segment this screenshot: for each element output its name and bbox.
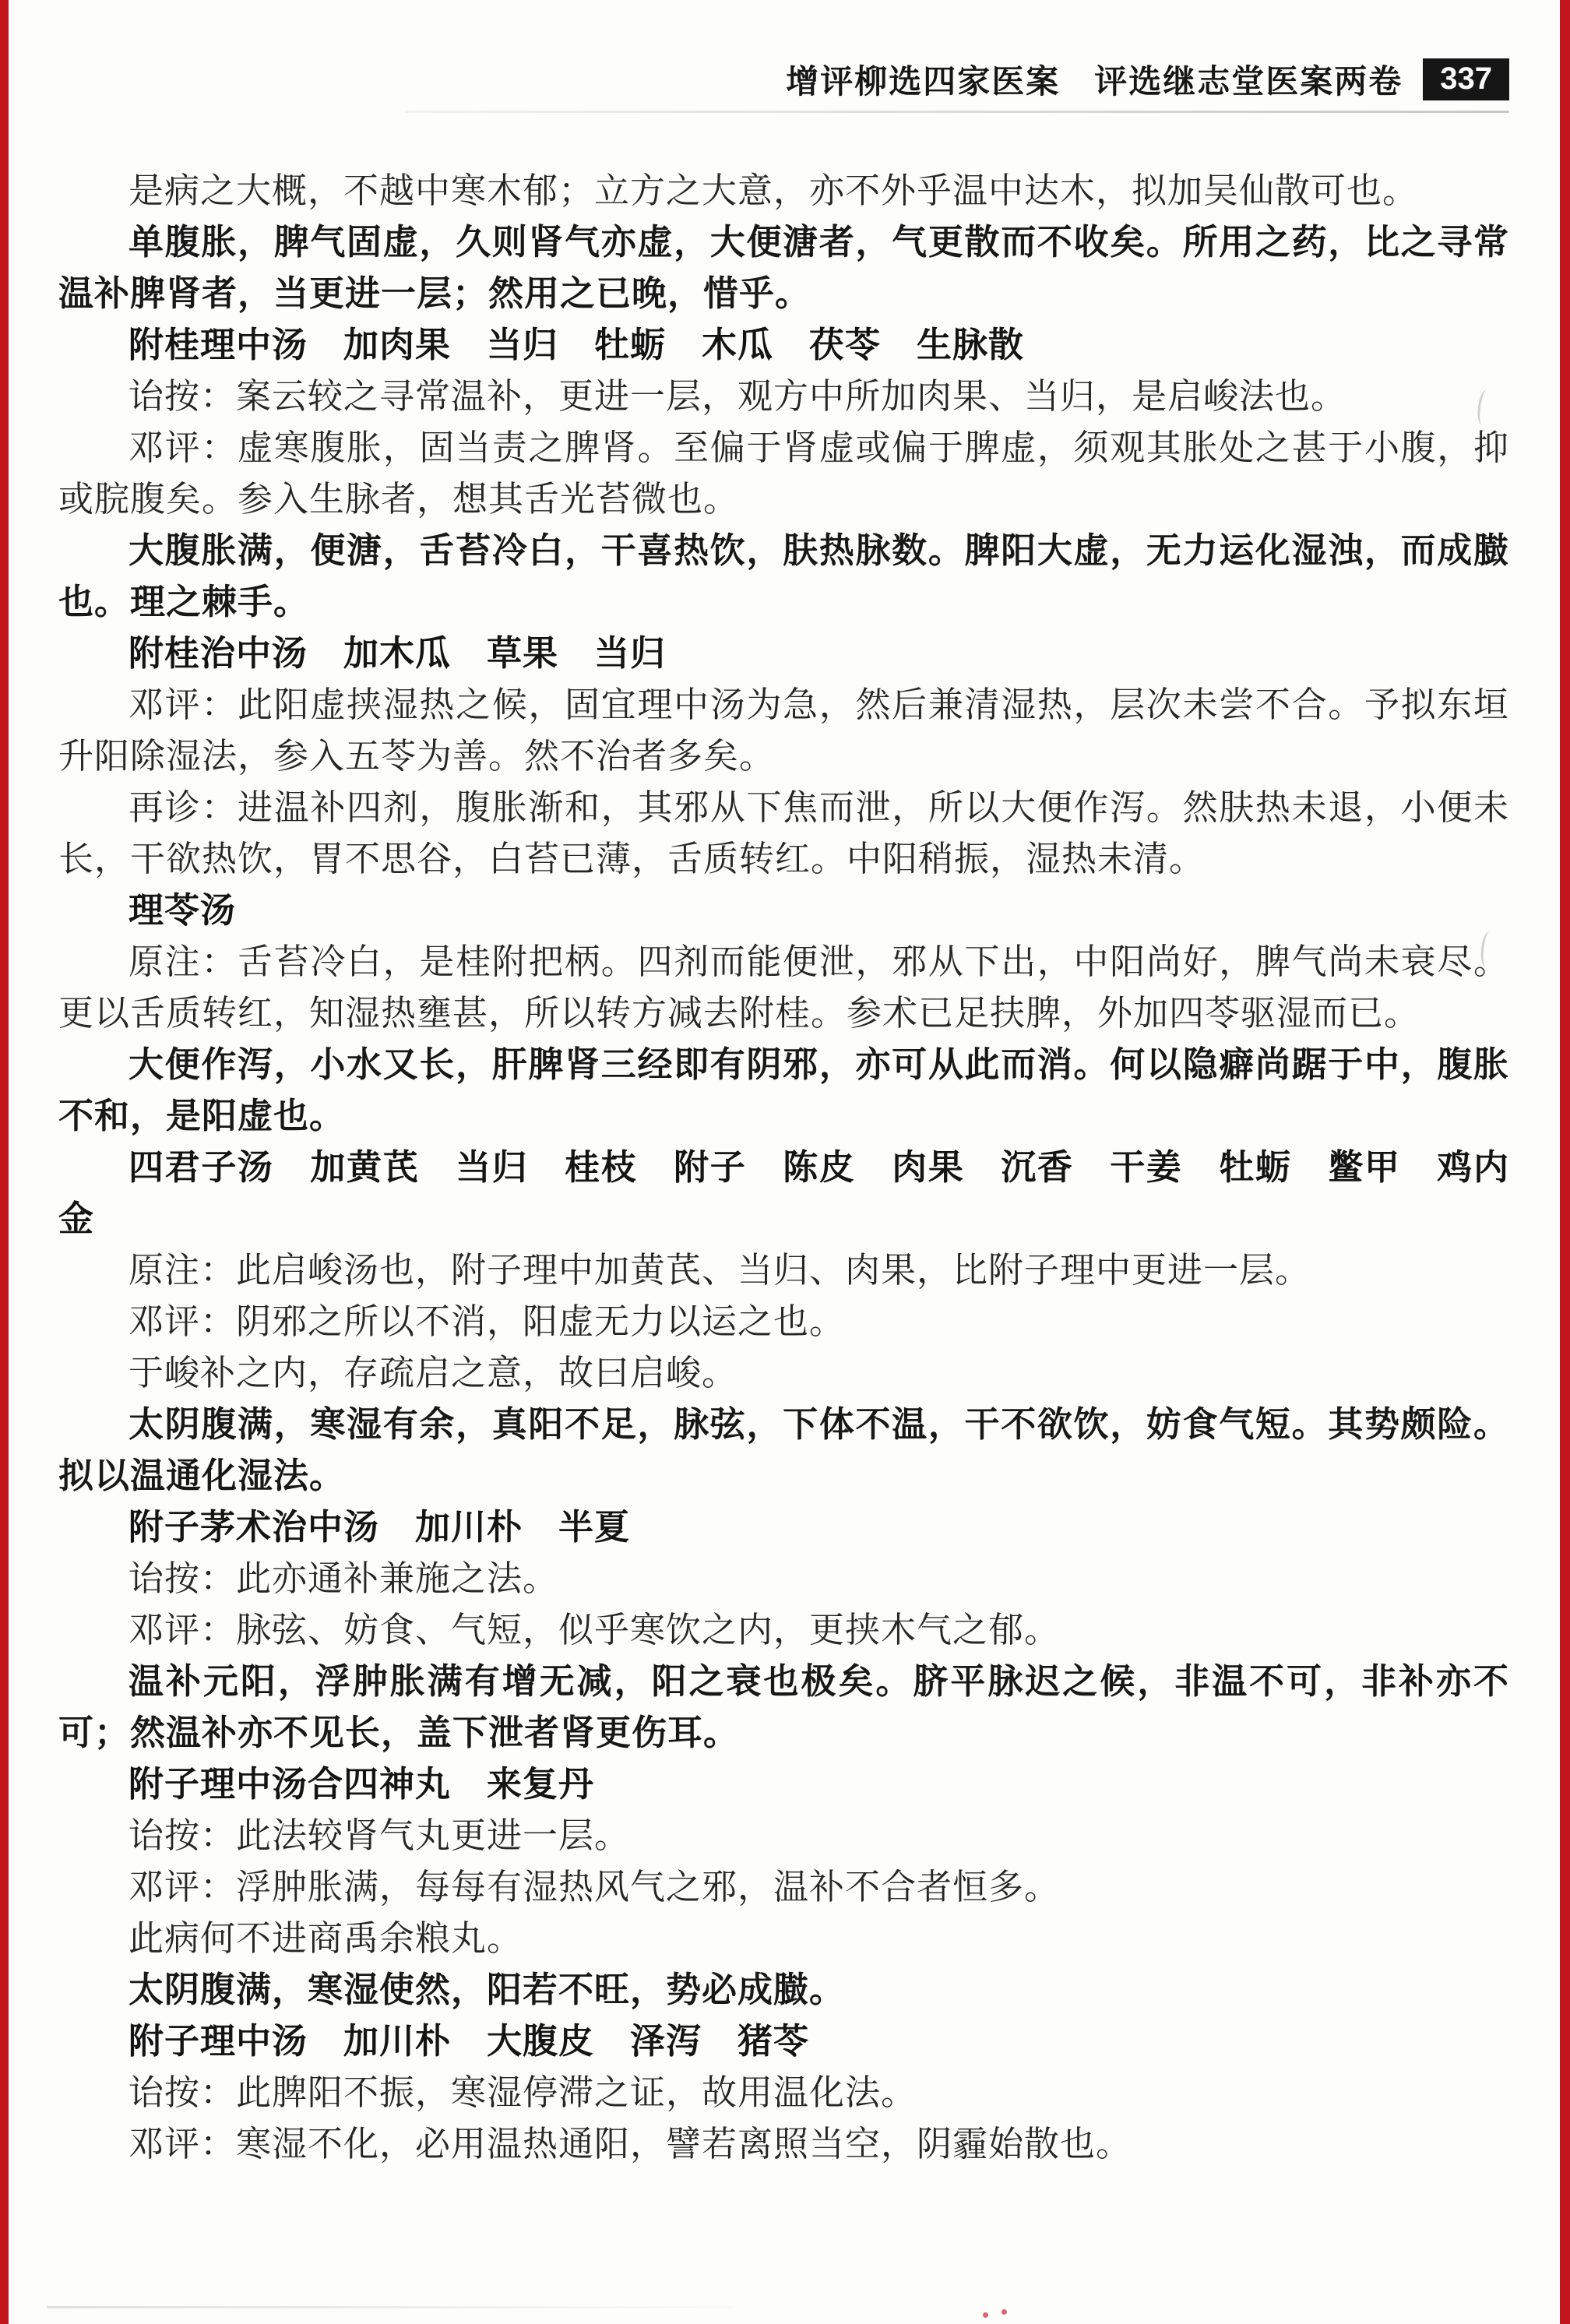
paragraph: 诒按：案云较之寻常温补，更进一层，观方中所加肉果、当归，是启峻法也。 — [128, 377, 1347, 416]
paragraph: 诒按：此亦通补兼施之法。 — [128, 1559, 559, 1598]
paragraph: 原注：舌苔冷白，是桂附把柄。四剂而能便泄，邪从下出，中阳尚好，脾气尚未衰尽。更以舌质转红，知湿热壅甚，所以转方减去附桂。参术已足扶脾，外加四苓驱湿而已。 — [58, 942, 1509, 1033]
paragraph: 单腹胀，脾气固虚，久则肾气亦虚，大便溏者，气更散而不收矣。所用之药，比之寻常温补脾肾者，当更进一层；然用之已晚，惜乎。 — [58, 223, 1509, 313]
paragraph: 邓评：寒湿不化，必用温热通阳，譬若离照当空，阴霾始散也。 — [128, 2125, 1132, 2164]
page-number-badge: 337 — [1423, 58, 1509, 100]
paragraph: 此病何不进商禹余粮丸。 — [128, 1919, 523, 1958]
paragraph: 原注：此启峻汤也，附子理中加黄芪、当归、肉果，比附子理中更进一层。 — [128, 1251, 1311, 1290]
paragraph: 诒按：此法较肾气丸更进一层。 — [128, 1816, 631, 1855]
paragraph: 附桂理中汤 加肉果 当归 牡蛎 木瓜 茯苓 生脉散 — [128, 326, 1025, 364]
paragraph: 温补元阳，浮肿胀满有增无减，阳之衰也极矣。脐平脉迟之候，非温不可，非补亦不可；然温补亦不见长，盖下泄者肾更伤耳。 — [58, 1662, 1509, 1752]
scan-artifact — [1001, 2309, 1007, 2315]
paragraph: 于峻补之内，存疏启之意，故曰启峻。 — [128, 1354, 738, 1393]
paragraph: 邓评：浮肿胀满，每每有湿热风气之邪，温补不合者恒多。 — [128, 1868, 1061, 1907]
right-red-edge — [1560, 0, 1570, 2324]
paragraph: 邓评：虚寒腹胀，固当责之脾肾。至偏于肾虚或偏于脾虚，须观其胀处之甚于小腹，抑或脘腹矣。参入生脉者，想其舌光苔微也。 — [58, 428, 1509, 519]
paragraph: 邓评：此阳虚挟湿热之候，固宜理中汤为急，然后兼清湿热，层次未尝不合。予拟东垣升阳除湿法，参入五苓为善。然不治者多矣。 — [58, 685, 1509, 776]
paragraph: 理苓汤 — [128, 891, 237, 930]
paragraph: 是病之大概，不越中寒木郁；立方之大意，亦不外乎温中达木，拟加吴仙散可也。 — [128, 171, 1419, 210]
paragraph: 太阴腹满，寒湿使然，阳若不旺，势必成臌。 — [128, 1970, 846, 2009]
page-header — [58, 56, 1509, 103]
paragraph: 再诊：进温补四剂，腹胀渐和，其邪从下焦而泄，所以大便作泻。然肤热未退，小便未长，干欲热饮，胃不思谷，白苔已薄，舌质转红。中阳稍振，湿热未清。 — [58, 788, 1509, 879]
paragraph: 附子茅术治中汤 加川朴 半夏 — [128, 1508, 631, 1547]
scan-artifact — [47, 2306, 732, 2308]
paragraph: 附桂治中汤 加木瓜 草果 当归 — [128, 634, 667, 673]
left-red-edge — [0, 0, 9, 2324]
paragraph: 大腹胀满，便溏，舌苔冷白，干喜热饮，肤热脉数。脾阳大虚，无力运化湿浊，而成臌也。理之棘手。 — [58, 531, 1509, 621]
paragraph: 太阴腹满，寒湿有余，真阳不足，脉弦，下体不温，干不欲饮，妨食气短。其势颇险。拟以温通化湿法。 — [58, 1405, 1509, 1495]
paragraph: 四君子汤 加黄芪 当归 桂枝 附子 陈皮 肉果 沉香 干姜 牡蛎 鳖甲 鸡内金 — [58, 1148, 1509, 1238]
paragraph: 附子理中汤合四神丸 来复丹 — [128, 1765, 595, 1804]
paragraph: 邓评：阴邪之所以不消，阳虚无力以运之也。 — [128, 1302, 846, 1341]
page-body — [58, 165, 1509, 2170]
paragraph: 邓评：脉弦、妨食、气短，似乎寒饮之内，更挟木气之郁。 — [128, 1611, 1061, 1650]
running-title: 增评柳选四家医案 评选继志堂医案两卷 — [786, 65, 1403, 100]
paragraph: 附子理中汤 加川朴 大腹皮 泽泻 猪苓 — [128, 2022, 810, 2061]
scan-artifact — [983, 2312, 988, 2318]
header-divider — [405, 111, 1509, 113]
paragraph: 诒按：此脾阳不振，寒湿停滞之证，故用温化法。 — [128, 2073, 917, 2112]
paragraph: 大便作泻，小水又长，肝脾肾三经即有阴邪，亦可从此而消。何以隐癖尚踞于中，腹胀不和，是阳虚也。 — [58, 1045, 1509, 1136]
